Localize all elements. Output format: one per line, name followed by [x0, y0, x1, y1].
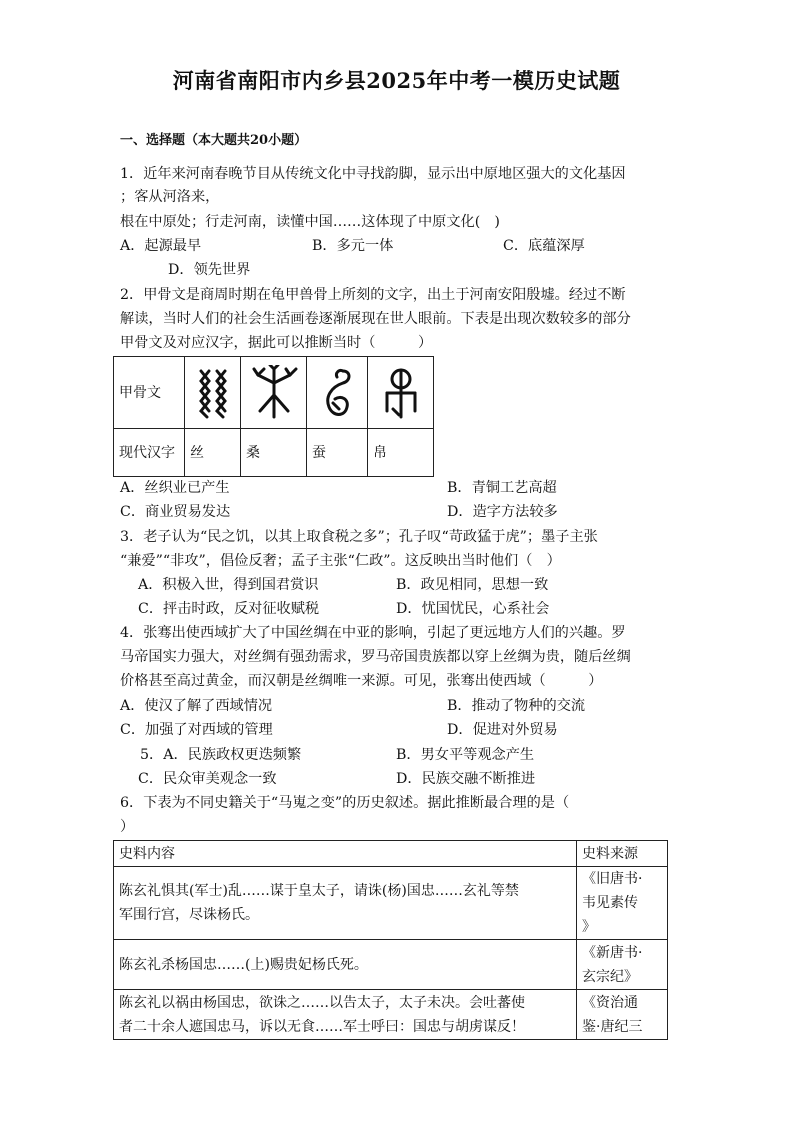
- q2-stem-line2: 解读，当时人们的社会生活画卷逐渐展现在世人眼前。下表是出现次数较多的部分: [120, 311, 631, 327]
- q1-stem-line3: 根在中原处；行走河南，读懂中国……这体现了中原文化( ): [120, 214, 500, 230]
- page-title: 河南省南阳市内乡县2025年中考一模历史试题: [172, 68, 621, 93]
- q5-option-a: 5．A．民族政权更迭频繁: [140, 747, 302, 763]
- q3-stem-line1: 3．老子认为“民之饥，以其上取食税之多”；孔子叹“苛政猛于虎”；墨子主张: [120, 529, 598, 545]
- oracle-bone-table: [113, 356, 434, 477]
- modern-row-label: 现代汉字: [114, 429, 185, 477]
- q3-option-c: C．抨击时政，反对征收赋税: [138, 601, 320, 617]
- q1-stem-line2: ；客从河洛来，: [120, 189, 220, 205]
- q4-option-c: C．加强了对西域的管理: [120, 722, 273, 738]
- row3-source: 《资治通 鉴·唐纪三: [577, 990, 668, 1040]
- q5-option-b: B．男女平等观念产生: [396, 747, 535, 763]
- oracle-glyph-mulberry-icon: [241, 357, 307, 429]
- q4-stem-line2: 马帝国实力强大，对丝绸有强劲需求，罗马帝国贵族都以穿上丝绸为贵，随后丝绸: [120, 649, 631, 665]
- q4-option-d: D．促进对外贸易: [447, 722, 558, 738]
- q6-stem-line1: 6．下表为不同史籍关于“马嵬之变”的历史叙述。据此推断最合理的是（: [120, 795, 570, 811]
- q2-stem-line1: 2．甲骨文是商周时期在龟甲兽骨上所刻的文字，出土于河南安阳殷墟。经过不断: [120, 287, 626, 303]
- row2-content: 陈玄礼杀杨国忠……(上)赐贵妃杨氏死。: [114, 940, 577, 990]
- oracle-glyph-cloth-icon: [368, 357, 434, 429]
- q1-option-a: A．起源最早: [120, 238, 202, 254]
- mawei-sources-table: [113, 840, 668, 1040]
- q4-stem-line1: 4．张骞出使西域扩大了中国丝绸在中亚的影响，引起了更远地方人们的兴趣。罗: [120, 625, 626, 641]
- row2-source: 《新唐书· 玄宗纪》: [577, 940, 668, 990]
- col-header-content: 史料内容: [114, 841, 577, 867]
- q4-option-b: B．推动了物种的交流: [447, 698, 586, 714]
- table-row: [114, 867, 668, 940]
- q4-option-a: A．使汉了解了西域情况: [120, 698, 273, 714]
- modern-char-can: 蚕: [307, 429, 368, 477]
- q2-option-c: C．商业贸易发达: [120, 504, 231, 520]
- q5-option-d: D．民族交融不断推进: [396, 771, 536, 787]
- oracle-glyph-silk-icon: [185, 357, 241, 429]
- q1-stem-line1: 1．近年来河南春晚节目从传统文化中寻找韵脚，显示出中原地区强大的文化基因: [120, 166, 626, 182]
- table-row: [114, 940, 668, 990]
- col-header-source: 史料来源: [577, 841, 668, 867]
- row1-source: 《旧唐书· 韦见素传 》: [577, 867, 668, 940]
- q1-option-b: B．多元一体: [312, 238, 394, 254]
- modern-char-sang: 桑: [241, 429, 307, 477]
- q6-stem-line2: ）: [120, 819, 135, 835]
- q2-option-b: B．青铜工艺高超: [447, 480, 557, 496]
- q2-option-d: D．造字方法较多: [447, 504, 558, 520]
- section-heading: 一、选择题（本大题共20小题）: [120, 133, 308, 148]
- q5-option-c: C．民众审美观念一致: [138, 771, 277, 787]
- q4-stem-line3: 价格甚至高过黄金，而汉朝是丝绸唯一来源。可见，张骞出使西域（ ）: [120, 673, 603, 689]
- oracle-row-label: 甲骨文: [114, 357, 185, 429]
- table-row: [114, 990, 668, 1040]
- q3-option-b: B．政见相同，思想一致: [396, 577, 549, 593]
- q2-option-a: A．丝织业已产生: [120, 480, 230, 496]
- modern-char-si: 丝: [185, 429, 241, 477]
- q1-option-d: D．领先世界: [168, 262, 251, 278]
- modern-char-bo: 帛: [368, 429, 434, 477]
- row1-content: 陈玄礼惧其(军士)乱……谋于皇太子，请诛(杨)国忠……玄礼等禁 军围行宫，尽诛杨氏。: [114, 867, 577, 940]
- q3-option-a: A．积极入世，得到国君赏识: [138, 577, 319, 593]
- row3-content: 陈玄礼以祸由杨国忠，欲诛之……以告太子，太子未决。会吐蕃使 者二十余人遮国忠马，诉以无食……军士呼曰：国忠与胡虏谋反！: [114, 990, 577, 1040]
- q1-option-c: C．底蕴深厚: [503, 238, 585, 254]
- oracle-glyph-silkworm-icon: [307, 357, 368, 429]
- q2-stem-line3: 甲骨文及对应汉字，据此可以推断当时（ ）: [120, 335, 433, 351]
- q3-option-d: D．忧国忧民，心系社会: [396, 601, 550, 617]
- q3-stem-line2: “兼爱”“非攻”，倡俭反奢；孟子主张“仁政”。这反映出当时他们（ ）: [120, 553, 561, 569]
